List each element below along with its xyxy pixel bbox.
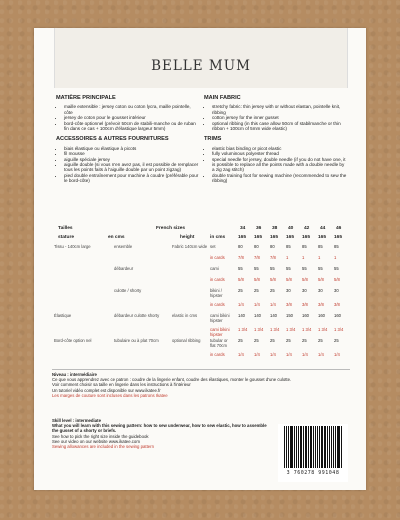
table-cell: 5/8 — [254, 277, 260, 282]
table-cell: 3/8 — [318, 302, 324, 307]
table-cell: 55 — [302, 266, 307, 271]
table-cell: 140 — [254, 313, 261, 318]
barcode-bar — [298, 426, 299, 468]
barcode-bar — [327, 426, 328, 468]
barcode-bar — [308, 426, 309, 468]
list-item: • pied double entraînement pour machine à coudre (préférable pour le bord-côte) — [64, 173, 200, 184]
table-cell: 5/8 — [238, 277, 244, 282]
table-cell: 3/8 — [334, 302, 340, 307]
fabric-requirements-table — [52, 226, 350, 363]
list-item: • aiguille spéciale jersey — [64, 157, 200, 162]
table-header-cell: 40 — [288, 226, 294, 231]
table-cell: 7/8 — [270, 255, 276, 260]
table-cell: 150 — [286, 313, 293, 318]
table-cell: cami bikini hipster — [210, 313, 230, 323]
table-header-cell: 165 — [270, 235, 279, 240]
table-header-cell: 42 — [304, 226, 310, 231]
barcode-bar — [331, 426, 332, 468]
barcode-bar — [317, 426, 318, 468]
list-item: • optional ribbing (in this case allow 50cm of stabilmanche or thin ribbon + 100cm of 5mm wide elastic) — [212, 121, 348, 132]
table-cell: in cards — [210, 255, 225, 260]
table-header-cell: 36 — [256, 226, 262, 231]
barcode-bar — [290, 426, 291, 468]
table-header-cell: in cms — [210, 235, 226, 240]
size-note-fr: Voir comment choisir sa taille en lingerie dans les instructions à l'intérieur — [52, 382, 191, 388]
table-cell: cami — [210, 266, 219, 271]
table-cell: 25 — [238, 288, 243, 293]
table-cell: 1/4 — [254, 352, 260, 357]
table-cell: 1/4 — [318, 352, 324, 357]
table-cell: 160 — [302, 313, 309, 318]
accessories-heading-fr: ACCESSOIRES & AUTRES FOURNITURES — [56, 136, 169, 143]
table-cell: 25 — [270, 288, 275, 293]
table-header-cell: 44 — [320, 226, 326, 231]
table-row — [52, 277, 350, 288]
table-cell: 160 — [334, 313, 341, 318]
list-item: • maille extensible : jersey coton ou coton lycra, maille pointelle, côte — [64, 104, 200, 115]
table-cell: 25 — [254, 288, 259, 293]
divider — [52, 369, 350, 370]
learn-en: What you will learn with this sewing pattern: how to sew underwear, how to sew elastic, how to assemble the gusset of a shorty or briefs. — [52, 423, 267, 434]
barcode-bar — [333, 426, 334, 468]
pattern-back-card — [34, 28, 366, 490]
barcode-bar — [305, 426, 307, 468]
barcode-bar — [310, 426, 311, 468]
table-cell: 1 — [302, 255, 305, 260]
table-cell: 55 — [270, 266, 275, 271]
table-cell: 55 — [318, 266, 323, 271]
table-cell: Tissu - 140cm large — [54, 244, 91, 249]
table-cell: 30 — [334, 288, 339, 293]
table-cell: 80 — [254, 244, 259, 249]
main-fabric-heading-en: MAIN FABRIC — [204, 95, 241, 101]
video-note-fr: Un tutoriel vidéo complet est disponible sur www.ikatee.fr — [52, 387, 161, 393]
list-item: • jersey de coton pour le gousset intérieur — [64, 115, 200, 120]
table-cell: culotte / shorty — [114, 288, 142, 293]
table-cell: 25 — [238, 338, 243, 343]
table-cell: 3/8 — [286, 302, 292, 307]
table-cell: Fabric 140cm wide — [172, 244, 208, 249]
table-cell: 85 — [302, 244, 307, 249]
table-cell: in cards — [210, 277, 225, 282]
table-cell: 3/8 — [302, 302, 308, 307]
table-cell: 1 — [286, 255, 289, 260]
table-cell: 1/4 — [254, 302, 260, 307]
info-french — [52, 372, 350, 398]
table-header-cell: 165 — [254, 235, 263, 240]
table-cell: tubular or flat 70cm — [210, 338, 228, 348]
table-cell: 5/8 — [318, 277, 324, 282]
main-fabric-heading-fr: MATIÈRE PRINCIPALE — [56, 95, 116, 101]
table-cell: 55 — [286, 266, 291, 271]
table-cell: 30 — [286, 288, 291, 293]
table-row — [52, 327, 350, 338]
table-cell: set — [210, 244, 216, 249]
level-en: Skill level : intermediate — [52, 418, 101, 423]
barcode-bar — [294, 426, 295, 468]
table-cell: débardeur — [114, 266, 134, 271]
list-item: • aiguille double (si vous n'en avez pas, il est possible de remplacer tous les points faits à l'aiguille double par un point zigzag) — [64, 162, 200, 173]
table-header-cell: 165 — [286, 235, 295, 240]
table-header-cell: en cms — [108, 235, 125, 240]
table-cell: 25 — [286, 338, 291, 343]
table-cell: 1 3/4 — [238, 327, 248, 332]
barcode-bar — [315, 426, 316, 468]
table-cell: 1/4 — [286, 352, 292, 357]
table-cell: 30 — [302, 288, 307, 293]
table-cell: 80 — [270, 244, 275, 249]
list-item: • fil mousse — [64, 151, 200, 156]
barcode-bar — [324, 426, 325, 468]
list-item: • elastic bias binding or picot elastic — [212, 146, 348, 151]
barcode-bar — [313, 426, 314, 468]
barcode — [278, 424, 348, 482]
table-cell: 55 — [238, 266, 243, 271]
table-cell: 140 — [238, 313, 245, 318]
table-cell: in cards — [210, 302, 225, 307]
list-item: • double training foot for sewing machine (recommended to sew the ribbing) — [212, 173, 348, 184]
table-cell: 1 3/4 — [334, 327, 344, 332]
barcode-bar — [329, 426, 330, 468]
table-header-cell: 38 — [272, 226, 278, 231]
table-cell: 1/4 — [334, 352, 340, 357]
table-cell: cami bikini hipster — [210, 327, 230, 337]
table-row — [52, 302, 350, 313]
table-cell: 80 — [238, 244, 243, 249]
table-cell: 140 — [270, 313, 277, 318]
table-cell: 85 — [286, 244, 291, 249]
table-cell: in cards — [210, 352, 225, 357]
table-row — [52, 313, 350, 327]
barcode-bar — [319, 426, 320, 468]
table-cell: 1/4 — [238, 352, 244, 357]
table-cell: 5/8 — [334, 277, 340, 282]
size-note-en: See how to pick the right size inside the guidebook — [52, 433, 149, 439]
list-item: • fully voluminous polyester thread — [212, 151, 348, 156]
table-cell: 1 3/4 — [318, 327, 328, 332]
list-item: • biais élastique ou élastique à picots — [64, 146, 200, 151]
table-header-cell: stature — [58, 235, 74, 240]
trims-heading-en: TRIMS — [204, 136, 222, 143]
barcode-bar — [325, 426, 326, 468]
list-item: • stretchy fabric: thin jersey with or without elastan, pointelle knit, ribbing — [212, 104, 348, 115]
table-header-cell: 165 — [302, 235, 311, 240]
table-cell: 55 — [254, 266, 259, 271]
table-row — [52, 288, 350, 302]
table-cell: 1 3/4 — [254, 327, 264, 332]
info-english — [52, 418, 274, 449]
barcode-bar — [321, 426, 323, 468]
barcode-bars — [284, 426, 342, 468]
barcode-bar — [288, 426, 289, 468]
table-cell: 25 — [270, 338, 275, 343]
table-row — [52, 352, 350, 363]
table-cell: Élastique — [54, 313, 72, 318]
list-item: • cotton jersey for the inner gusset — [212, 115, 348, 120]
barcode-bar — [284, 426, 285, 468]
table-header-cell: 165 — [318, 235, 327, 240]
table-cell: 1 — [318, 255, 321, 260]
table-cell: 1/4 — [270, 352, 276, 357]
table-cell: 1/4 — [302, 352, 308, 357]
table-header-cell: Tailles — [58, 226, 73, 231]
table-header-height — [52, 235, 350, 244]
video-note-en: See our video on our website www.ikatee.com — [52, 438, 140, 444]
table-cell: 5/8 — [286, 277, 292, 282]
table-cell: bikini / hipster — [210, 288, 223, 298]
table-cell: 30 — [318, 288, 323, 293]
table-cell: 25 — [254, 338, 259, 343]
table-row — [52, 255, 350, 266]
table-cell: 85 — [334, 244, 339, 249]
table-header-cell: height — [180, 235, 195, 240]
french-materials — [56, 96, 200, 190]
table-body — [52, 244, 350, 363]
barcode-bar — [337, 426, 338, 468]
table-cell: 160 — [318, 313, 325, 318]
barcode-bar — [335, 426, 336, 468]
table-cell: 1 3/4 — [286, 327, 296, 332]
table-cell: optional ribbing — [172, 338, 201, 343]
table-cell: 7/8 — [254, 255, 260, 260]
table-cell: 5/8 — [302, 277, 308, 282]
table-cell: 1/4 — [238, 302, 244, 307]
table-header-cell: French sizes — [156, 226, 186, 231]
barcode-bar — [296, 426, 297, 468]
table-row — [52, 338, 350, 352]
barcode-bar — [303, 426, 304, 468]
table-cell: 25 — [334, 338, 339, 343]
seam-note-fr: Les marges de couture sont incluses dans les patrons Ikatee — [52, 392, 168, 398]
table-cell: 1 3/4 — [302, 327, 312, 332]
table-cell: 25 — [318, 338, 323, 343]
barcode-bar — [338, 426, 340, 468]
barcode-number: 3 760278 991048 — [286, 470, 340, 476]
table-cell: ensemble — [114, 244, 133, 249]
list-item: • bord-côte optionnel (prévoir 50cm de stabili-manche ou de ruban fin dans ce cas + 100cm d'élastique largeur 5mm) — [64, 121, 200, 132]
table-cell: 5/8 — [270, 277, 276, 282]
table-cell: Bord-côte option nel — [54, 338, 92, 343]
barcode-bar — [301, 426, 302, 468]
table-cell: 1/4 — [270, 302, 276, 307]
learn-fr: Ce que vous apprendrez avec ce patron : coudre de la lingerie enfant, coudre des élastiques, monter le gousset d'une culotte. — [52, 377, 292, 383]
title-banner — [54, 28, 348, 88]
table-header-cell: 165 — [238, 235, 247, 240]
table-header-cell: 34 — [240, 226, 246, 231]
table-cell: 7/8 — [238, 255, 244, 260]
table-cell: elastic in cms — [172, 313, 198, 318]
list-item: • special needle for jersey, double needle (if you do not have one, it is possible to replace all the points made with a double needle by a zig zag stitch) — [212, 157, 348, 173]
barcode-bar — [286, 426, 287, 468]
pattern-title: BELLE MUM — [151, 58, 251, 74]
table-header-sizes — [52, 226, 350, 235]
level-fr: Niveau : intermédiaire — [52, 372, 97, 377]
english-materials — [204, 96, 348, 190]
barcode-bar — [341, 426, 342, 468]
table-row — [52, 244, 350, 255]
barcode-bar — [291, 426, 293, 468]
table-cell: 1 — [334, 255, 337, 260]
table-header-cell: 165 — [334, 235, 343, 240]
barcode-bar — [300, 426, 301, 468]
table-cell: 55 — [334, 266, 339, 271]
table-header-cell: 46 — [336, 226, 342, 231]
table-cell: débardeur culotte shorty — [114, 313, 160, 318]
table-cell: tubulaire ou à plat 70cm — [114, 338, 159, 343]
table-cell: 25 — [302, 338, 307, 343]
seam-note-en: Sewing allowances are included in the sewing pattern — [52, 444, 154, 450]
barcode-bar — [311, 426, 312, 468]
table-row — [52, 266, 350, 277]
table-cell: 85 — [318, 244, 323, 249]
table-cell: 1 3/4 — [270, 327, 280, 332]
